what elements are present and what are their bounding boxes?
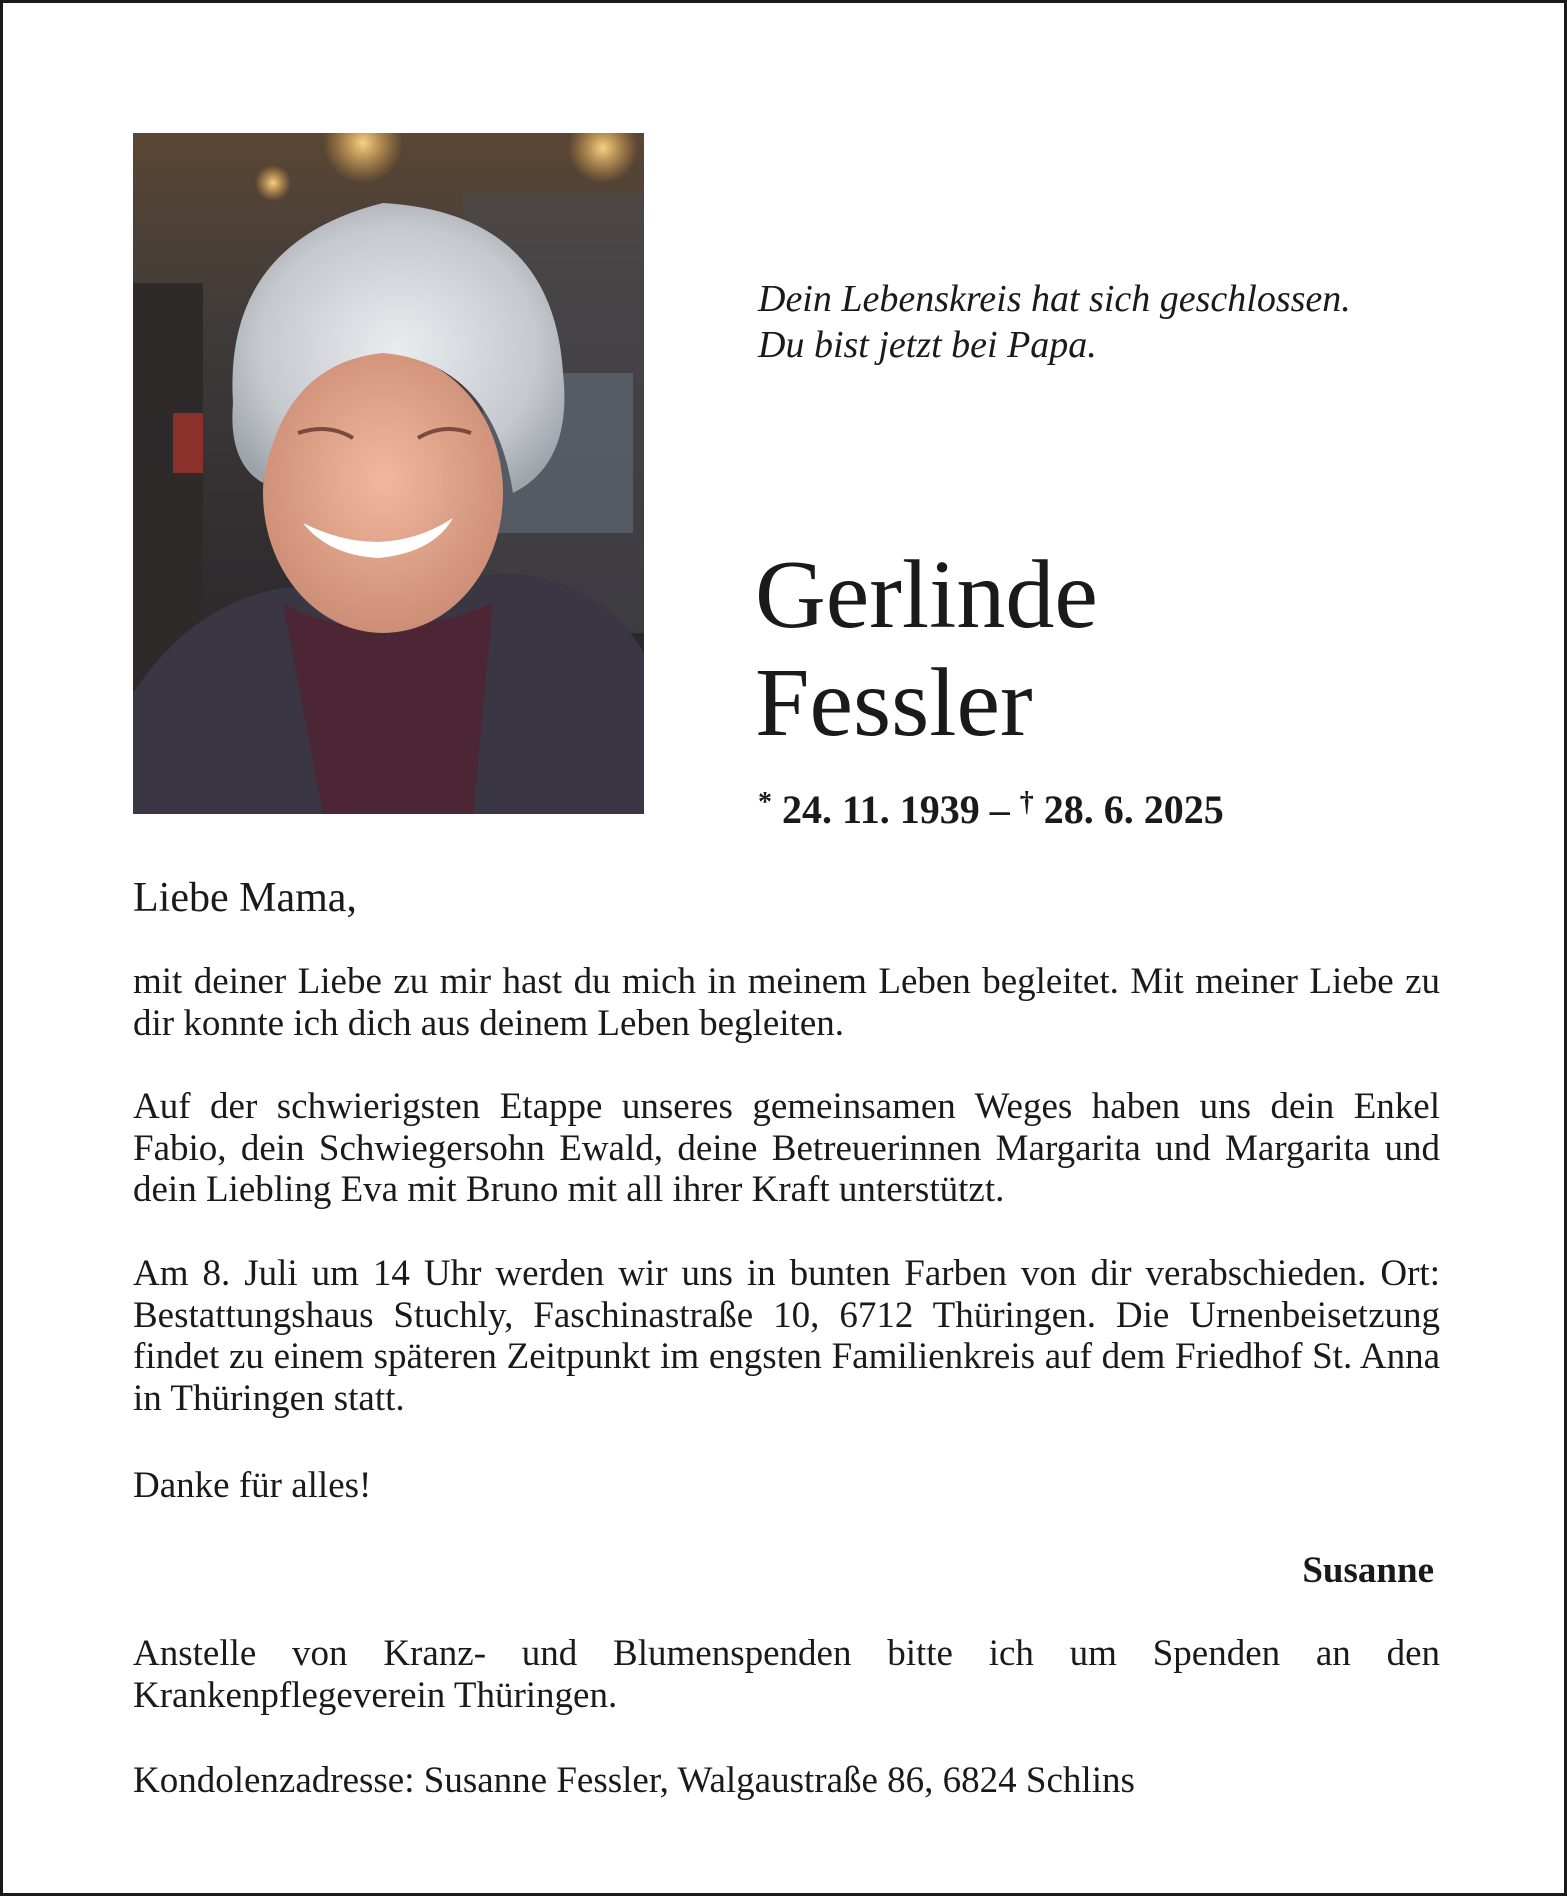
motto-quote [758,276,1458,368]
motto-line: Dein Lebenskreis hat sich geschlossen. [758,278,1351,320]
date-separator: – [989,787,1010,832]
death-date: 28. 6. 2025 [1043,787,1224,832]
deceased-name [755,541,1098,757]
life-dates [758,779,1224,834]
portrait-photo [133,133,644,814]
donation-note: Anstelle von Kranz- und Blumenspenden bitte ich um Spenden an den Krankenpflegeverein Thüringen. [133,1633,1440,1716]
condolence-address: Kondolenzadresse: Susanne Fessler, Walgaustraße 86, 6824 Schlins [133,1760,1135,1801]
paragraph-love: mit deiner Liebe zu mir hast du mich in meinem Leben begleitet. Mit meiner Liebe zu dir konnte ich dich aus deinem Leben begleiten. [133,961,1440,1044]
birth-date: 24. 11. 1939 [782,787,980,832]
signature: Susanne [1302,1550,1434,1591]
salutation: Liebe Mama, [133,875,357,921]
death-cross-icon: † [1019,787,1034,818]
first-name: Gerlinde [755,541,1098,649]
motto-line: Du bist jetzt bei Papa. [758,324,1097,366]
birth-star-icon: * [758,787,772,818]
portrait-illustration [133,133,644,814]
paragraph-thanks: Auf der schwierigsten Etappe unseres gemeinsamen Weges haben uns dein Enkel Fabio, dein Schwiegersohn Ewald, deine Betreuerinnen Margarita und Margarita und dein Liebling Eva mit Bruno mit all ihrer Kraft unterstützt. [133,1086,1440,1210]
last-name: Fessler [755,649,1033,757]
closing-line: Danke für alles! [133,1465,372,1506]
paragraph-farewell: Am 8. Juli um 14 Uhr werden wir uns in bunten Farben von dir verabschieden. Ort: Bestattungshaus Stuchly, Faschinastraße 10, 6712 Thüringen. Die Urnenbeisetzung findet zu einem späteren Zeitpunkt im engsten Familienkreis auf dem Friedhof St. Anna in Thüringen statt. [133,1253,1440,1419]
